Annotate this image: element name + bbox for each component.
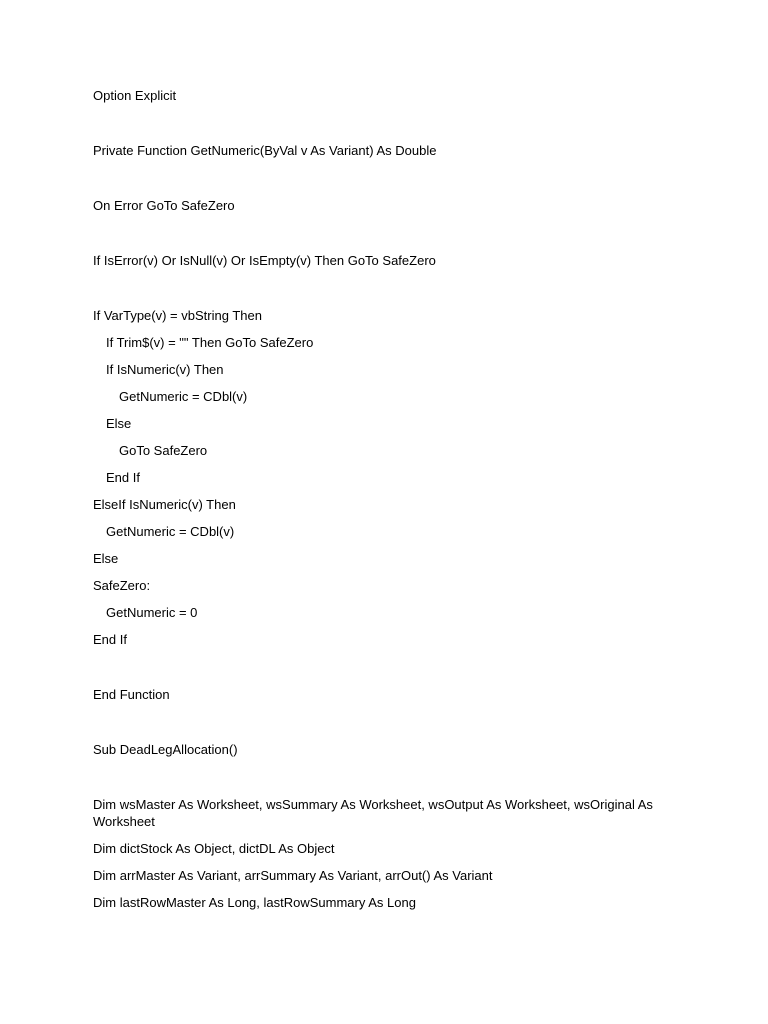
- code-line: ElseIf IsNumeric(v) Then: [93, 497, 236, 512]
- code-line: If Trim$(v) = "" Then GoTo SafeZero: [106, 335, 314, 350]
- code-line: If IsNumeric(v) Then: [106, 362, 224, 377]
- code-line: Dim lastRowMaster As Long, lastRowSummary As Long: [93, 895, 416, 910]
- code-line: Dim arrMaster As Variant, arrSummary As Variant, arrOut() As Variant: [93, 868, 493, 883]
- code-line: GoTo SafeZero: [119, 443, 208, 458]
- code-line: If VarType(v) = vbString Then: [93, 308, 262, 323]
- code-line: SafeZero:: [93, 578, 151, 593]
- code-line: End If: [106, 470, 140, 485]
- code-line: Dim dictStock As Object, dictDL As Object: [93, 841, 335, 856]
- code-line: Private Function GetNumeric(ByVal v As Variant) As Double: [93, 143, 437, 158]
- code-line: End Function: [93, 687, 170, 702]
- code-line: End If: [93, 632, 127, 647]
- code-line: GetNumeric = 0: [106, 605, 198, 620]
- code-document-body: [93, 87, 673, 911]
- code-line: If IsError(v) Or IsNull(v) Or IsEmpty(v) Then GoTo SafeZero: [93, 253, 436, 268]
- code-line: Dim wsMaster As Worksheet, wsSummary As Worksheet, wsOutput As Worksheet, wsOriginal As Worksheet: [93, 797, 657, 829]
- code-line: Option Explicit: [93, 88, 177, 103]
- code-line: On Error GoTo SafeZero: [93, 198, 235, 213]
- code-line: GetNumeric = CDbl(v): [106, 524, 235, 539]
- code-line: Else: [106, 416, 132, 431]
- code-line: GetNumeric = CDbl(v): [119, 389, 248, 404]
- code-line: Sub DeadLegAllocation(): [93, 742, 238, 757]
- code-line: Else: [93, 551, 119, 566]
